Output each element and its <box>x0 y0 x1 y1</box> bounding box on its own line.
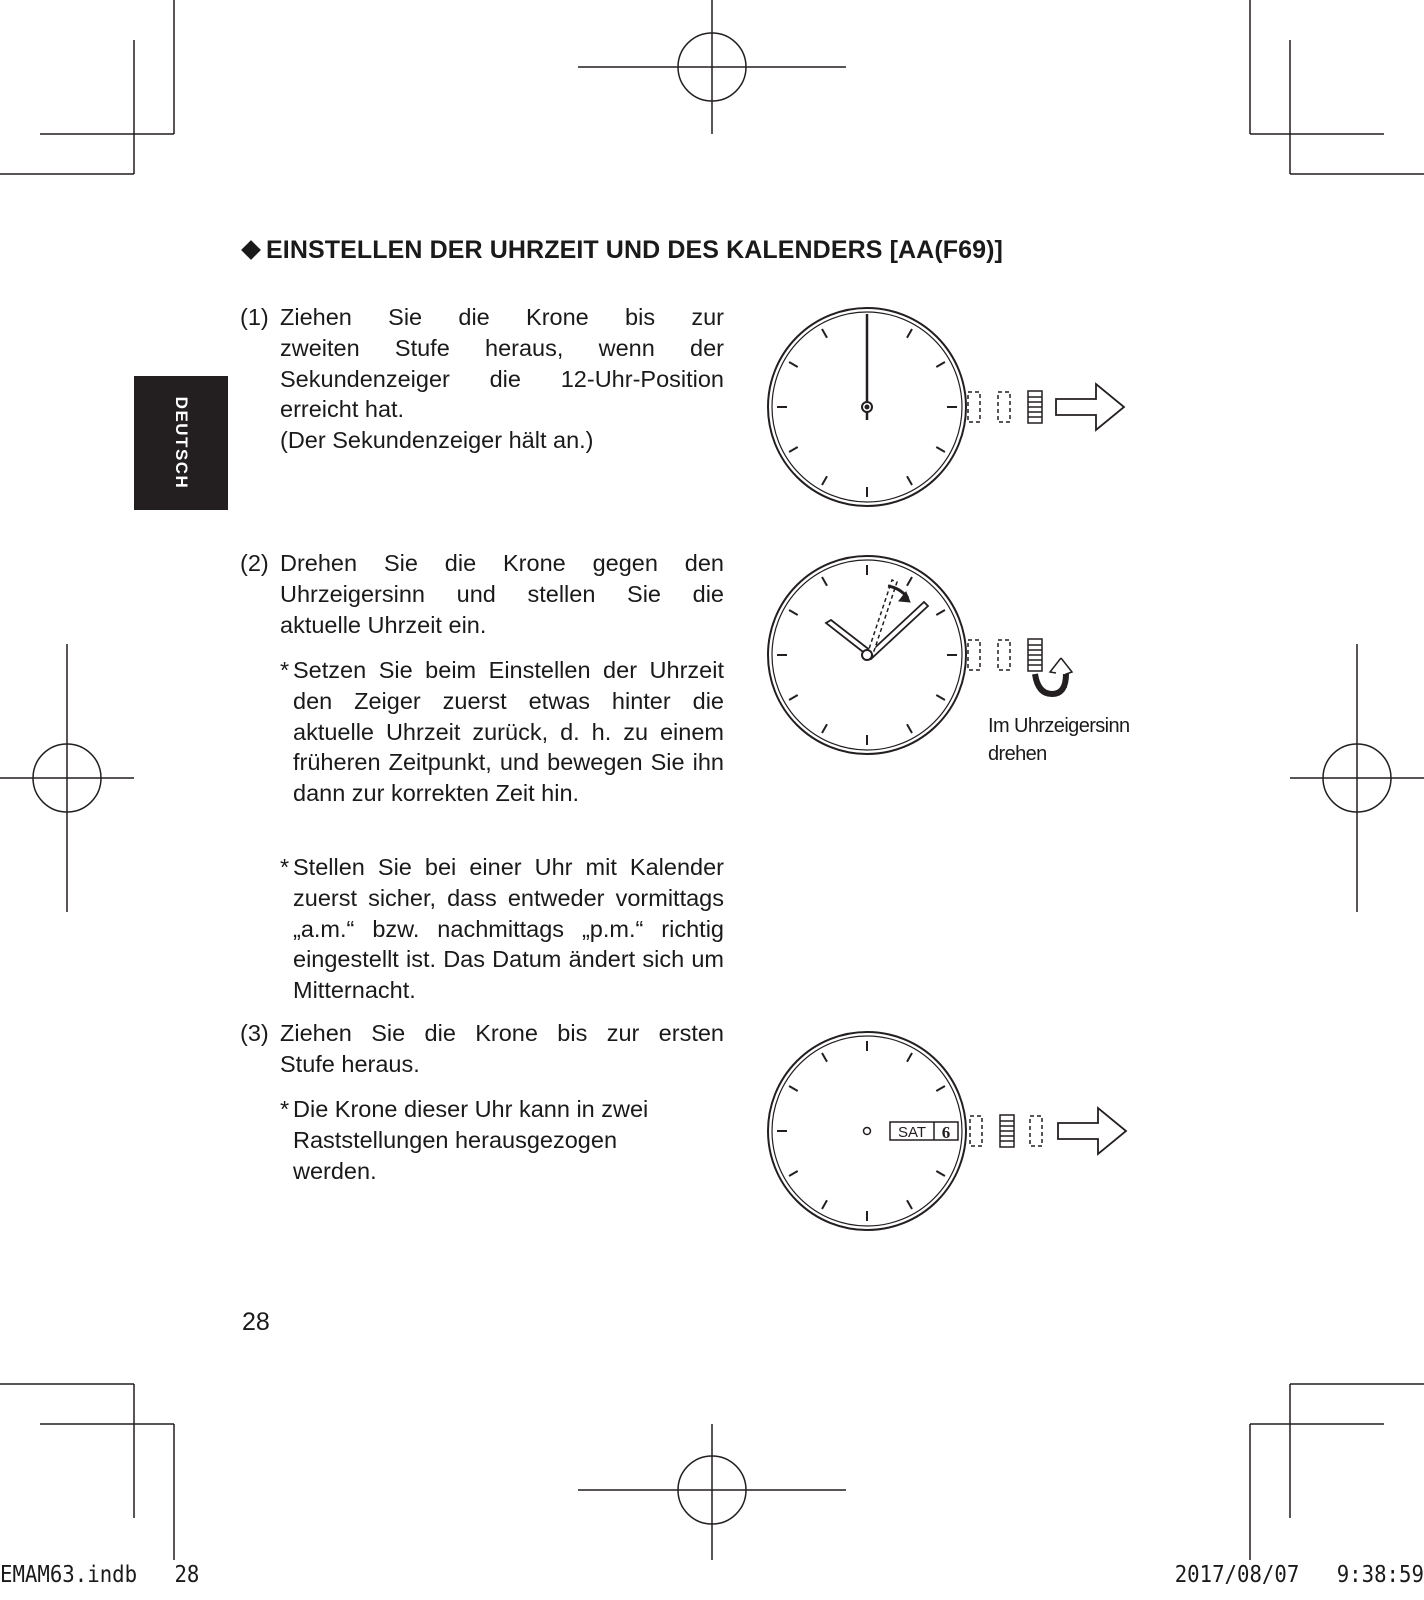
step-number: (2) <box>240 550 269 576</box>
hour-marker <box>936 610 945 615</box>
hour-marker <box>822 1200 827 1209</box>
hour-marker <box>789 610 798 615</box>
hour-marker <box>789 1086 798 1091</box>
figure-2-caption <box>988 712 1130 768</box>
note-text: Stellen Sie bei einer Uhr mit Kalender zuerst sicher, dass entweder vormittags „a.m.“ bzw. nachmittags „p.m.“ richtig eingestellt ist. Das Datum ändert sich um Mitternacht. <box>293 854 724 1004</box>
hour-marker <box>907 476 912 485</box>
step-3-line: Stufe heraus. <box>280 1050 420 1077</box>
print-slug-right: 2017/08/07 9:38:59 <box>1174 1562 1424 1588</box>
hour-marker <box>936 362 945 367</box>
step-1 <box>240 302 724 456</box>
step-2 <box>240 548 724 640</box>
pull-arrow-icon <box>1058 1108 1126 1154</box>
hour-marker <box>822 476 827 485</box>
asterisk: * <box>280 657 290 683</box>
crown-dashed-outlines <box>968 640 1010 670</box>
hour-marker <box>907 577 912 586</box>
hour-marker <box>789 447 798 452</box>
hour-marker <box>822 329 827 338</box>
hour-marker <box>789 362 798 367</box>
language-tab-label: DEUTSCH <box>172 396 191 490</box>
step-3 <box>240 1018 724 1080</box>
step-1-line: Ziehen Sie die Krone bis zur <box>280 304 724 330</box>
hour-marker <box>936 1171 945 1176</box>
print-slug-left: EMAM63.indb 28 <box>0 1562 200 1588</box>
step-number: (3) <box>240 1020 269 1046</box>
hour-marker <box>822 1053 827 1062</box>
diamond-bullet-icon <box>241 240 261 260</box>
note-text: Die Krone dieser Uhr kann in zwei Raststellungen herausgezogen werden. <box>293 1096 649 1184</box>
hour-marker <box>789 695 798 700</box>
step-3-note-1 <box>280 1094 693 1186</box>
step-2-line: Uhrzeigersinn und stellen Sie die <box>280 580 724 607</box>
hour-marker <box>936 447 945 452</box>
hour-marker <box>822 724 827 733</box>
day-label: SAT <box>897 1124 927 1141</box>
center-pin <box>864 1128 871 1135</box>
hour-marker <box>907 724 912 733</box>
crown-icon <box>1028 391 1042 423</box>
date-label: 6 <box>941 1123 951 1142</box>
crown-dashed-outlines <box>968 392 1010 422</box>
figure-crown-first-position <box>760 1024 1140 1234</box>
step-2-note-2 <box>280 852 724 1006</box>
section-title: EINSTELLEN DER UHRZEIT UND DES KALENDERS [AA(F69)] <box>240 236 1003 265</box>
step-1-line: zweiten Stufe heraus, wenn der <box>280 334 724 361</box>
figure-crown-second-position <box>760 300 1140 510</box>
crown-icon <box>1000 1115 1014 1147</box>
center-pin <box>862 650 872 660</box>
hour-marker <box>822 577 827 586</box>
note-text: Setzen Sie beim Einstellen der Uhrzeit den Zeiger zuerst etwas hinter die aktuelle Uhrzeit zurück, d. h. zu einem früheren Zeitpunkt, und bewegen Sie ihn dann zur korrekten Zeit hin. <box>293 657 724 807</box>
pull-arrow-icon <box>1056 384 1124 430</box>
step-2-note-1 <box>280 655 724 809</box>
step-2-line: aktuelle Uhrzeit ein. <box>280 611 487 638</box>
language-tab <box>134 376 228 510</box>
hour-marker <box>936 1086 945 1091</box>
step-1-note: (Der Sekundenzeiger hält an.) <box>280 427 594 454</box>
step-2-line: Drehen Sie die Krone gegen den <box>280 550 724 576</box>
asterisk: * <box>280 854 290 880</box>
crown-icon <box>1028 639 1042 671</box>
hour-marker <box>936 695 945 700</box>
hour-marker <box>907 1053 912 1062</box>
crown-turn-arrow-icon <box>1035 674 1066 694</box>
page-number: 28 <box>242 1308 270 1336</box>
step-1-line: Sekundenzeiger die 12-Uhr-Position <box>280 365 724 392</box>
step-1-line: erreicht hat. <box>280 396 405 423</box>
step-number: (1) <box>240 304 269 330</box>
caption-line: drehen <box>988 743 1047 765</box>
hour-marker <box>789 1171 798 1176</box>
hour-marker <box>907 329 912 338</box>
hour-marker <box>907 1200 912 1209</box>
asterisk: * <box>280 1096 290 1122</box>
step-3-line: Ziehen Sie die Krone bis zur ersten <box>280 1020 724 1046</box>
caption-line: Im Uhrzeigersinn <box>988 715 1130 737</box>
